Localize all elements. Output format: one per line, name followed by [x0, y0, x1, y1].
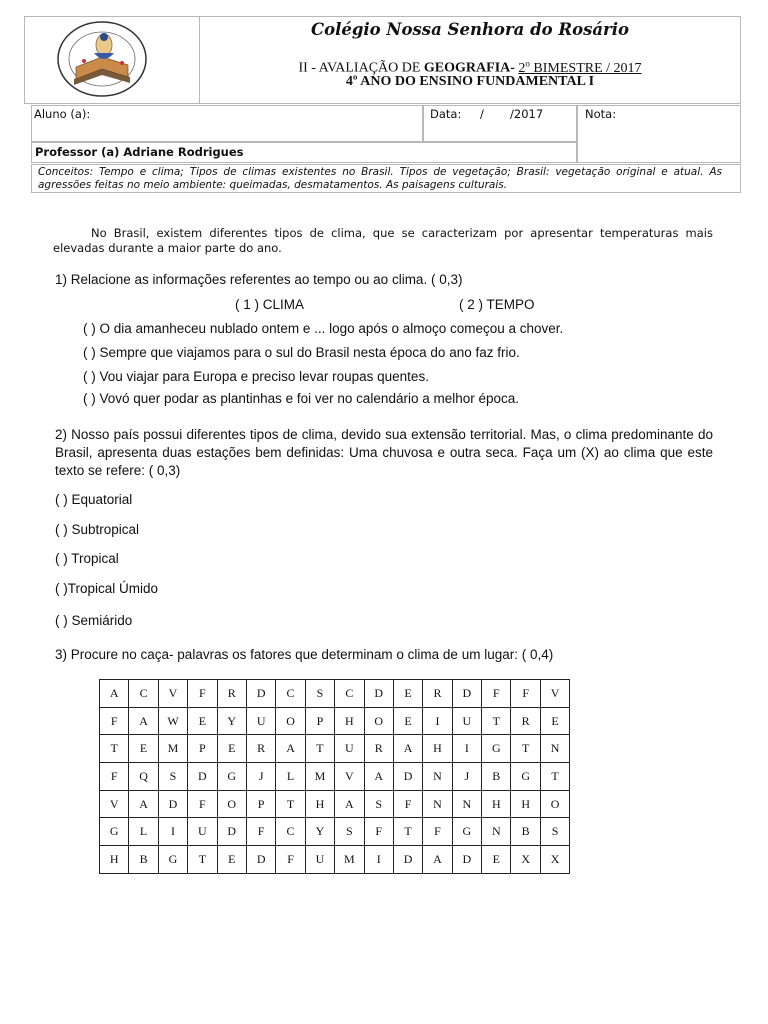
grid-cell[interactable]: O [540, 790, 569, 818]
grid-cell[interactable]: G [217, 763, 246, 791]
grid-cell[interactable]: A [129, 790, 158, 818]
grid-row [100, 735, 570, 763]
grid-cell[interactable]: I [158, 818, 187, 846]
grid-cell[interactable]: X [511, 846, 540, 874]
grid-cell[interactable]: C [129, 680, 158, 708]
grid-cell[interactable]: N [423, 790, 452, 818]
grid-cell[interactable]: G [452, 818, 481, 846]
grid-cell[interactable]: A [129, 707, 158, 735]
grid-cell[interactable]: C [335, 680, 364, 708]
grid-cell[interactable]: E [393, 680, 422, 708]
q2-prompt: 2) Nosso país possui diferentes tipos de clima, devido sua extensão territorial. Mas, o clima predominante do Brasil, apresenta duas estações bem definidas: Uma chuvosa e outra seca. Faça um (X) ao clima que este texto se refere: ( 0,3) [55, 427, 713, 478]
grid-cell[interactable]: D [452, 680, 481, 708]
grid-cell[interactable]: H [335, 707, 364, 735]
q3-prompt: 3) Procure no caça- palavras os fatores que determinam o clima de um lugar: ( 0,4) [55, 647, 554, 662]
grid-cell[interactable]: T [100, 735, 129, 763]
grid-cell[interactable]: R [246, 735, 275, 763]
q1-option-tempo: ( 2 ) TEMPO [459, 297, 535, 312]
grid-cell[interactable]: F [100, 763, 129, 791]
grid-cell[interactable]: D [393, 846, 422, 874]
grid-cell[interactable]: F [276, 846, 305, 874]
school-name: Colégio Nossa Senhora do Rosário [310, 20, 630, 39]
grid-cell[interactable]: D [158, 790, 187, 818]
grid-cell[interactable]: F [393, 790, 422, 818]
grid-cell[interactable]: G [511, 763, 540, 791]
grid-cell[interactable]: F [423, 818, 452, 846]
grid-cell[interactable]: N [482, 818, 511, 846]
grid-cell[interactable]: T [305, 735, 334, 763]
grid-cell[interactable]: T [540, 763, 569, 791]
grid-cell[interactable]: H [482, 790, 511, 818]
grid-cell[interactable]: S [158, 763, 187, 791]
grid-cell[interactable]: H [305, 790, 334, 818]
grid-cell[interactable]: G [100, 818, 129, 846]
grid-cell[interactable]: D [217, 818, 246, 846]
grid-row [100, 707, 570, 735]
grid-cell[interactable]: V [335, 763, 364, 791]
q2-option-equatorial[interactable]: ( ) Equatorial [55, 492, 133, 507]
grade-line: 4º ANO DO ENSINO FUNDAMENTAL I [345, 74, 595, 89]
grid-cell[interactable]: U [335, 735, 364, 763]
grid-cell[interactable]: V [100, 790, 129, 818]
q2-option-subtropical[interactable]: ( ) Subtropical [55, 522, 140, 537]
word-search-grid [99, 679, 570, 874]
grid-cell[interactable]: R [511, 707, 540, 735]
bimester-ordinal: o [525, 58, 530, 68]
grid-cell[interactable]: F [188, 680, 217, 708]
assessment-subject: GEOGRAFIA- [423, 60, 515, 76]
grid-cell[interactable]: G [158, 846, 187, 874]
grid-cell[interactable]: E [188, 707, 217, 735]
grid-cell[interactable]: C [276, 680, 305, 708]
grid-cell[interactable]: C [276, 818, 305, 846]
grid-cell[interactable]: R [423, 680, 452, 708]
grid-cell[interactable]: T [482, 707, 511, 735]
grid-cell[interactable]: Y [305, 818, 334, 846]
grid-cell[interactable]: U [452, 707, 481, 735]
grid-cell[interactable]: A [335, 790, 364, 818]
grid-cell[interactable]: A [423, 846, 452, 874]
grid-row [100, 818, 570, 846]
grid-cell[interactable]: N [452, 790, 481, 818]
grid-cell[interactable]: E [482, 846, 511, 874]
grid-cell[interactable]: E [217, 846, 246, 874]
grid-cell[interactable]: H [423, 735, 452, 763]
grid-cell[interactable]: H [100, 846, 129, 874]
grid-cell[interactable]: I [364, 846, 393, 874]
date-label: Data: [430, 107, 462, 121]
grid-cell[interactable]: U [305, 846, 334, 874]
grid-cell[interactable]: F [482, 680, 511, 708]
grid-cell[interactable]: W [158, 707, 187, 735]
grid-cell[interactable]: D [364, 680, 393, 708]
grid-cell[interactable]: Y [217, 707, 246, 735]
grid-cell[interactable]: E [540, 707, 569, 735]
grid-cell[interactable]: D [246, 846, 275, 874]
grid-cell[interactable]: T [511, 735, 540, 763]
grid-cell[interactable]: H [511, 790, 540, 818]
grid-cell[interactable]: D [246, 680, 275, 708]
grid-cell[interactable]: D [393, 763, 422, 791]
grid-cell[interactable]: M [158, 735, 187, 763]
date-year: /2017 [510, 107, 544, 121]
q1-option-clima: ( 1 ) CLIMA [235, 297, 305, 312]
grid-cell[interactable]: A [100, 680, 129, 708]
grid-cell[interactable]: D [188, 763, 217, 791]
grid-cell[interactable]: L [129, 818, 158, 846]
q2-option-tropical[interactable]: ( ) Tropical [55, 551, 119, 566]
grid-cell[interactable]: E [393, 707, 422, 735]
grid-row [100, 763, 570, 791]
grid-cell[interactable]: S [540, 818, 569, 846]
q1-item-1[interactable]: ( ) O dia amanheceu nublado ontem e ... logo após o almoço começou a chover. [83, 321, 564, 336]
grid-cell[interactable]: B [482, 763, 511, 791]
q1-item-4[interactable]: ( ) Vovó quer podar as plantinhas e foi ver no calendário a melhor época. [83, 391, 520, 406]
grid-cell[interactable]: P [305, 707, 334, 735]
q1-prompt: 1) Relacione as informações referentes ao tempo ou ao clima. ( 0,3) [55, 272, 463, 287]
intro-text: No Brasil, existem diferentes tipos de clima, que se caracterizam por apresentar temperaturas mais elevadas durante a maior parte do ano. [53, 226, 713, 255]
grid-cell[interactable]: M [305, 763, 334, 791]
grid-cell[interactable]: R [217, 680, 246, 708]
grade-label: Nota: [585, 107, 617, 121]
bimester-number: 2 [518, 60, 526, 76]
q1-item-2[interactable]: ( ) Sempre que viajamos para o sul do Brasil nesta época do ano faz frio. [83, 345, 520, 360]
q1-item-3[interactable]: ( ) Vou viajar para Europa e preciso levar roupas quentes. [83, 369, 429, 384]
grid-cell[interactable]: F [364, 818, 393, 846]
grid-cell[interactable]: Q [129, 763, 158, 791]
grid-cell[interactable]: S [305, 680, 334, 708]
grid-cell[interactable]: R [364, 735, 393, 763]
grid-cell[interactable]: I [452, 735, 481, 763]
grid-cell[interactable]: M [335, 846, 364, 874]
bimester-year: BIMESTRE / 2017 [529, 60, 642, 76]
grid-row [100, 846, 570, 874]
teacher-label: Professor (a) Adriane Rodrigues [35, 145, 244, 159]
grid-cell[interactable]: O [276, 707, 305, 735]
assessment-prefix: II - AVALIAÇÃO DE [298, 60, 424, 76]
grid-cell[interactable]: B [129, 846, 158, 874]
school-logo-icon [52, 19, 152, 101]
grid-cell[interactable]: I [423, 707, 452, 735]
grid-cell[interactable]: V [158, 680, 187, 708]
grid-cell[interactable]: U [188, 818, 217, 846]
date-slash: / [480, 107, 484, 121]
grid-row [100, 790, 570, 818]
grid-cell[interactable]: J [246, 763, 275, 791]
grid-cell[interactable]: O [364, 707, 393, 735]
grid-cell[interactable]: P [246, 790, 275, 818]
grid-cell[interactable]: S [335, 818, 364, 846]
grid-cell[interactable]: F [246, 818, 275, 846]
grid-cell[interactable]: F [188, 790, 217, 818]
q2-option-semiarido[interactable]: ( ) Semiárido [55, 613, 133, 628]
student-label: Aluno (a): [34, 107, 91, 121]
grid-cell[interactable]: T [393, 818, 422, 846]
grid-cell[interactable]: E [129, 735, 158, 763]
grid-cell[interactable]: F [511, 680, 540, 708]
grid-cell[interactable]: A [393, 735, 422, 763]
grid-cell[interactable]: B [511, 818, 540, 846]
grid-cell[interactable]: U [246, 707, 275, 735]
grid-cell[interactable]: P [188, 735, 217, 763]
grid-cell[interactable]: N [423, 763, 452, 791]
grid-cell[interactable]: X [540, 846, 569, 874]
grid-cell[interactable]: A [364, 763, 393, 791]
grid-row [100, 680, 570, 708]
grid-cell[interactable]: D [452, 846, 481, 874]
grid-cell[interactable]: G [482, 735, 511, 763]
concepts-text: Conceitos: Tempo e clima; Tipos de climas existentes no Brasil. Tipos de vegetação; Brasil: vegetação original e atual. As agressões feitas no meio ambiente: queimadas, desmatamentos. As paisagens culturais. [38, 166, 722, 191]
grid-cell[interactable]: T [276, 790, 305, 818]
grid-cell[interactable]: E [217, 735, 246, 763]
grid-cell[interactable]: T [188, 846, 217, 874]
grid-cell[interactable]: A [276, 735, 305, 763]
grid-cell[interactable]: J [452, 763, 481, 791]
grid-cell[interactable]: N [540, 735, 569, 763]
grid-cell[interactable]: S [364, 790, 393, 818]
grid-cell[interactable]: V [540, 680, 569, 708]
grid-cell[interactable]: L [276, 763, 305, 791]
grid-cell[interactable]: F [100, 707, 129, 735]
q2-option-tropical-umido[interactable]: ( )Tropical Úmido [55, 581, 159, 596]
grid-cell[interactable]: O [217, 790, 246, 818]
